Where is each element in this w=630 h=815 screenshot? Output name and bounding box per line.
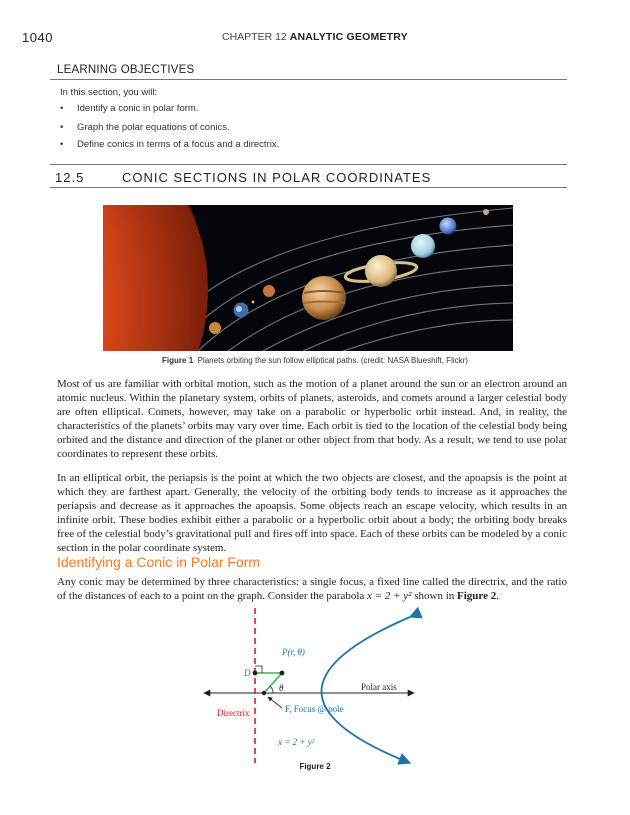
chapter-heading (222, 31, 408, 43)
figure-1-label: Figure 1 (162, 356, 194, 365)
parabola-equation: x = 2 + y² (367, 590, 412, 602)
list-item: • Graph the polar equations of conics. (60, 122, 230, 133)
chapter-title: ANALYTIC GEOMETRY (289, 31, 408, 43)
page-number: 1040 (22, 30, 53, 45)
bullet-icon: • (60, 103, 64, 114)
divider (50, 79, 567, 80)
paragraph: Any conic may be determined by three characteristics: a single focus, a fixed line called the directrix, and the ratio of the distances of each to a point on the graph. Consider the parabola x = 2 + y² shown in Figure 2. (57, 576, 567, 602)
bullet-icon: • (60, 122, 64, 133)
paragraph: In an elliptical orbit, the periapsis is the point at which the two objects are closest, and the apoapsis is the point at which they are farthest apart. Generally, the velocity of the orbiting body tends to increase as it approaches the periapsis and decrease as it approaches the apoapsis. Some objects reach an escape velocity, which results in an infinite orbit. These bodies exhibit either a parabolic or a hyperbolic orbit about a body; the orbiting body breaks free of the celestial body’s gravitational pull and fires off into space. Each of these orbits can be modeled by a conic section in the polar coordinate system. (57, 472, 567, 554)
learning-objectives-heading: LEARNING OBJECTIVES (57, 64, 195, 76)
figure-1-caption: Figure 1 Planets orbiting the sun follow elliptical paths. (credit: NASA Blueshift, Flickr) (162, 356, 468, 365)
figure-2-caption: Figure 2 (299, 762, 331, 771)
divider (50, 187, 567, 188)
paragraph: Most of us are familiar with orbital motion, such as the motion of a planet around the sun or an electron around an atomic nucleus. Within the planetary system, orbits of planets, asteroids, and comets around a larger celestial body are often elliptical. Comets, however, may take on a parabolic or hyperbolic orbit instead. And, in reality, the characteristics of the planets’ orbits may vary over time. Each orbit is tied to the location of the celestial body being orbited and the distance and direction of the planet or other object from that body. As a result, we tend to use polar coordinates to represent these orbits. (57, 378, 567, 460)
point-d-label: D (244, 668, 251, 678)
divider (50, 164, 567, 165)
theta-label: θ (279, 683, 284, 693)
list-item: • Define conics in terms of a focus and a directrix. (60, 139, 280, 150)
point-f (262, 691, 266, 695)
figure-2-diagram (190, 603, 440, 768)
section-title: CONIC SECTIONS IN POLAR COORDINATES (122, 170, 432, 185)
list-item: • Identify a conic in polar form. (60, 103, 199, 114)
chapter-label: CHAPTER 12 (222, 31, 287, 43)
directrix-label: Directrix (217, 708, 250, 718)
section-number: 12.5 (55, 170, 85, 185)
point-p-label: P(r, θ) (282, 647, 305, 657)
curve-equation-label: x = 2 + y² (278, 737, 315, 747)
figure-2-link[interactable]: Figure 2 (457, 590, 497, 602)
point-d (253, 671, 258, 676)
focus-label: F, Focus @ pole (285, 704, 344, 714)
polar-axis-label: Polar axis (361, 682, 397, 692)
subsection-heading: Identifying a Conic in Polar Form (57, 554, 261, 570)
learning-objectives-intro: In this section, you will: (60, 87, 158, 98)
point-p (280, 671, 285, 676)
solar-system-image (103, 205, 513, 351)
bullet-icon: • (60, 139, 64, 150)
